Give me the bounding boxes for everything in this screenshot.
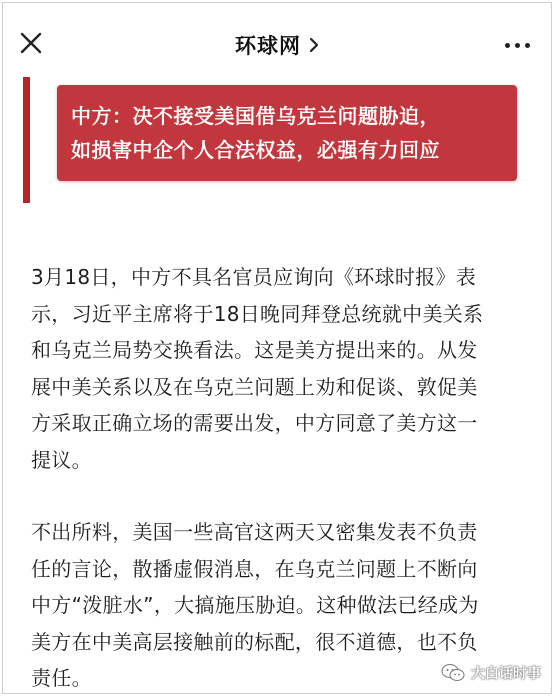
article-body	[31, 259, 539, 694]
paragraph-line: 提议。	[31, 447, 92, 472]
chevron-right-icon	[309, 37, 319, 53]
paragraph-line: 美方在中美高层接触前的标配，很不道德，也不负	[31, 629, 478, 654]
more-icon-dot	[515, 43, 520, 48]
paragraph-line: 中方“泼脏水”，大搞施压胁迫。这种做法已经成为	[31, 593, 479, 617]
headline-accent-bar	[23, 77, 30, 203]
paragraph-line: 示，习近平主席将于18日晚同拜登总统就中美关系	[31, 301, 484, 326]
paragraph-line: 责任。	[31, 666, 92, 690]
top-bar	[3, 3, 551, 83]
paragraph-line: 展中美关系以及在乌克兰问题上劝和促谈、敦促美	[31, 374, 478, 399]
account-title: 环球网	[235, 34, 301, 58]
headline-line-1: 中方：决不接受美国借乌克兰问题胁迫，	[71, 104, 440, 128]
paragraph-line: 任的言论，散播虚假消息，在乌克兰问题上不断向	[31, 556, 478, 581]
paragraph-line: 和乌克兰局势交换看法。这是美方提出来的。从发	[31, 338, 478, 362]
more-icon-dot	[525, 43, 530, 48]
paragraph-1	[31, 259, 539, 478]
more-options-button[interactable]	[499, 31, 535, 59]
paragraph-line: 不出所料，美国一些高官这两天又密集发表不负责	[31, 520, 478, 544]
article-page	[2, 2, 552, 694]
more-icon	[505, 43, 510, 48]
headline-line-2: 如损害中企个人合法权益，必强有力回应	[71, 138, 440, 162]
paragraph-line: 方采取正确立场的需要出发，中方同意了美方这一	[31, 411, 478, 435]
watermark-text: 大白话时事	[471, 666, 541, 682]
watermark	[441, 661, 541, 685]
wechat-icon	[441, 663, 465, 683]
headline-box	[57, 85, 517, 181]
account-title-link[interactable]	[3, 31, 551, 59]
paragraph-line: 3月18日，中方不具名官员应询向《环球时报》表	[31, 265, 477, 289]
